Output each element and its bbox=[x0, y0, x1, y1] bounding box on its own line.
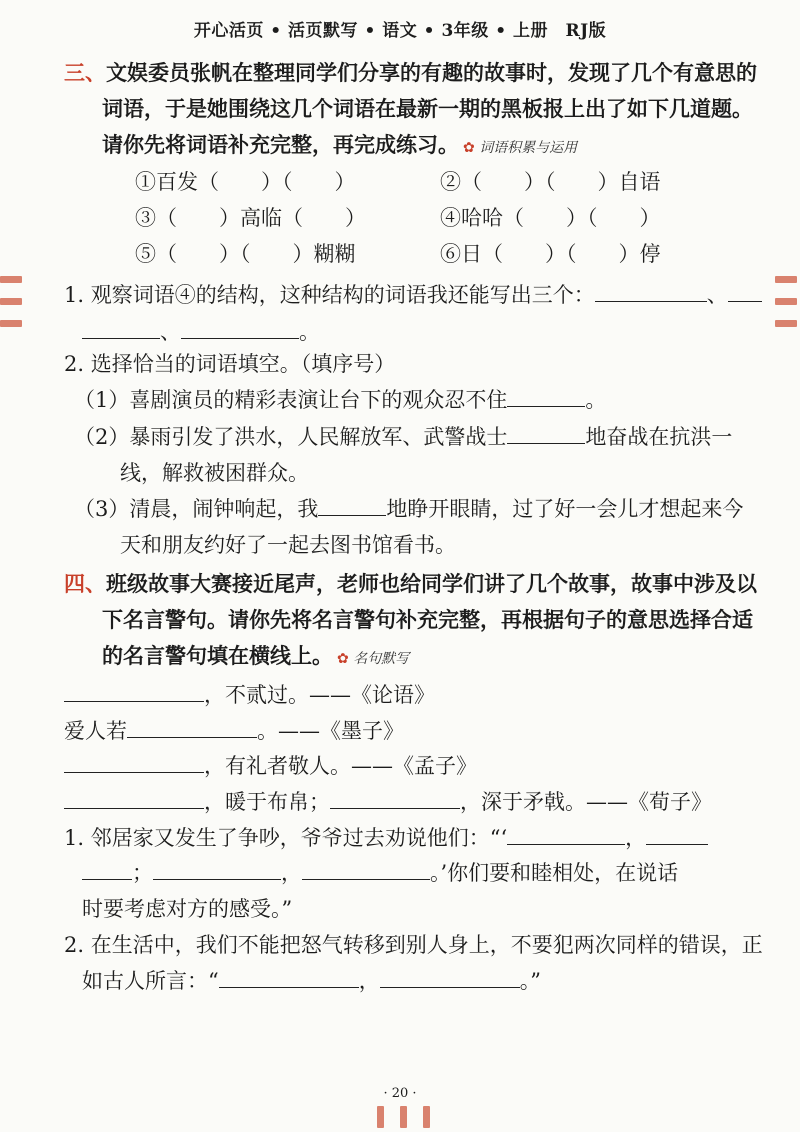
gear-icon: ✿ bbox=[463, 140, 475, 156]
question-3-1-cont bbox=[82, 316, 320, 346]
question-text: 。 bbox=[585, 388, 607, 412]
skill-tag bbox=[337, 651, 409, 667]
page-header: 开心活页 • 活页默写 • 语文 • 3年级 • 上册 RJ版 bbox=[193, 21, 607, 41]
bottom-mark bbox=[400, 1106, 407, 1128]
answer-blank[interactable] bbox=[380, 969, 520, 988]
answer-blank[interactable] bbox=[507, 425, 585, 444]
margin-mark bbox=[775, 320, 797, 327]
quote-text: ，有礼者敬人。——《孟子》 bbox=[204, 754, 477, 778]
question-text: 地奋战在抗洪一 bbox=[585, 425, 733, 449]
question-text: （2）暴雨引发了洪水，人民解放军、武警战士 bbox=[74, 425, 508, 449]
answer-blank[interactable] bbox=[82, 861, 132, 880]
quote-text: ，暖于布帛； bbox=[204, 790, 330, 814]
question-3-2-3 bbox=[74, 493, 743, 523]
question-3-2-3-cont: 天和朋友约好了一起去图书馆看书。 bbox=[120, 533, 456, 557]
margin-mark bbox=[775, 298, 797, 305]
margin-mark bbox=[775, 276, 797, 283]
answer-blank[interactable] bbox=[153, 861, 281, 880]
gear-icon: ✿ bbox=[337, 651, 349, 667]
quote-d bbox=[64, 786, 712, 816]
margin-mark bbox=[0, 276, 22, 283]
answer-blank[interactable] bbox=[595, 283, 707, 302]
answer-blank[interactable] bbox=[646, 826, 708, 845]
section-3-line2: 词语，于是她围绕这几个词语在最新一期的黑板报上出了如下几道题。 bbox=[102, 96, 753, 121]
question-3-2-1 bbox=[74, 384, 606, 414]
question-text: 。’你们要和睦相处，在说话 bbox=[430, 861, 679, 885]
word-item-6: ⑥日（ ）（ ）停 bbox=[440, 242, 661, 266]
page-number: · 20 · bbox=[383, 1086, 417, 1101]
skill-tag bbox=[463, 140, 577, 156]
quote-text: ，深于矛戟。——《荀子》 bbox=[460, 790, 712, 814]
answer-blank[interactable] bbox=[318, 497, 386, 516]
question-text: 如古人所言：“ bbox=[82, 969, 219, 993]
section-4-text: 班级故事大赛接近尾声，老师也给同学们讲了几个故事，故事中涉及以 bbox=[106, 571, 757, 596]
word-item-3: ③（ ）高临（ ） bbox=[135, 206, 366, 230]
question-text: （3）清晨，闹钟响起，我 bbox=[74, 497, 319, 521]
skill-tag-label: 名句默写 bbox=[353, 651, 410, 667]
answer-blank[interactable] bbox=[507, 826, 625, 845]
answer-blank[interactable] bbox=[82, 320, 160, 339]
answer-blank[interactable] bbox=[127, 719, 257, 738]
separator: 、 bbox=[160, 320, 181, 344]
question-text: 地睁开眼睛，过了好一会儿才想起来今 bbox=[386, 497, 744, 521]
question-4-1-cont bbox=[82, 857, 678, 887]
quote-text: ，不贰过。——《论语》 bbox=[204, 683, 435, 707]
quote-b bbox=[64, 715, 404, 745]
question-3-2-2 bbox=[74, 421, 732, 451]
answer-blank[interactable] bbox=[181, 320, 299, 339]
separator: ； bbox=[132, 861, 153, 885]
bottom-mark bbox=[377, 1106, 384, 1128]
separator: 、 bbox=[706, 283, 728, 307]
question-4-2-cont bbox=[82, 965, 541, 995]
section-4-text: 的名言警句填在横线上。 bbox=[102, 643, 333, 668]
quote-c bbox=[64, 750, 477, 780]
answer-blank[interactable] bbox=[64, 683, 204, 702]
question-3-2-2-cont: 线，解救被困群众。 bbox=[120, 461, 309, 485]
question-4-1-cont2: 时要考虑对方的感受。” bbox=[82, 897, 293, 921]
section-3-line3 bbox=[102, 129, 577, 159]
word-item-1: ①百发（ ）（ ） bbox=[135, 170, 356, 194]
margin-mark bbox=[0, 298, 22, 305]
answer-blank[interactable] bbox=[64, 754, 204, 773]
section-3-text: 请你先将词语补充完整，再完成练习。 bbox=[102, 132, 459, 157]
question-3-2-title: 2. 选择恰当的词语填空。（填序号） bbox=[64, 352, 396, 376]
section-3-number: 三、 bbox=[64, 60, 106, 85]
answer-blank[interactable] bbox=[330, 790, 460, 809]
question-text: 。” bbox=[519, 969, 541, 993]
word-item-4: ④哈哈（ ）（ ） bbox=[440, 206, 661, 230]
separator: 。 bbox=[299, 320, 320, 344]
quote-text: 。——《墨子》 bbox=[257, 719, 404, 743]
section-3-line1 bbox=[64, 57, 757, 87]
skill-tag-label: 词语积累与运用 bbox=[479, 140, 578, 156]
word-item-5: ⑤（ ）（ ）糊糊 bbox=[135, 242, 356, 266]
question-3-1 bbox=[64, 279, 762, 309]
margin-mark bbox=[0, 320, 22, 327]
section-4-line1 bbox=[64, 568, 757, 598]
question-text: 1. 邻居家又发生了争吵，爷爷过去劝说他们：“‘ bbox=[64, 826, 508, 850]
question-text: 1. 观察词语④的结构，这种结构的词语我还能写出三个： bbox=[64, 283, 595, 307]
word-item-2: ②（ ）（ ）自语 bbox=[440, 170, 661, 194]
question-text: （1）喜剧演员的精彩表演让台下的观众忍不住 bbox=[74, 388, 508, 412]
question-4-1 bbox=[64, 822, 708, 852]
section-4-line2: 下名言警句。请你先将名言警句补充完整，再根据句子的意思选择合适 bbox=[102, 607, 753, 632]
answer-blank[interactable] bbox=[302, 861, 430, 880]
section-3-text: 文娱委员张帆在整理同学们分享的有趣的故事时，发现了几个有意思的 bbox=[106, 60, 757, 85]
answer-blank[interactable] bbox=[728, 283, 762, 302]
separator: ， bbox=[358, 969, 380, 993]
section-4-line3 bbox=[102, 640, 409, 670]
bottom-mark bbox=[423, 1106, 430, 1128]
question-4-2: 2. 在生活中，我们不能把怒气转移到别人身上，不要犯两次同样的错误，正 bbox=[64, 933, 763, 957]
answer-blank[interactable] bbox=[507, 388, 585, 407]
quote-a bbox=[64, 679, 435, 709]
separator: ， bbox=[625, 826, 647, 850]
section-4-number: 四、 bbox=[64, 571, 106, 596]
separator: ， bbox=[281, 861, 302, 885]
answer-blank[interactable] bbox=[219, 969, 359, 988]
quote-text: 爱人若 bbox=[64, 719, 127, 743]
answer-blank[interactable] bbox=[64, 790, 204, 809]
